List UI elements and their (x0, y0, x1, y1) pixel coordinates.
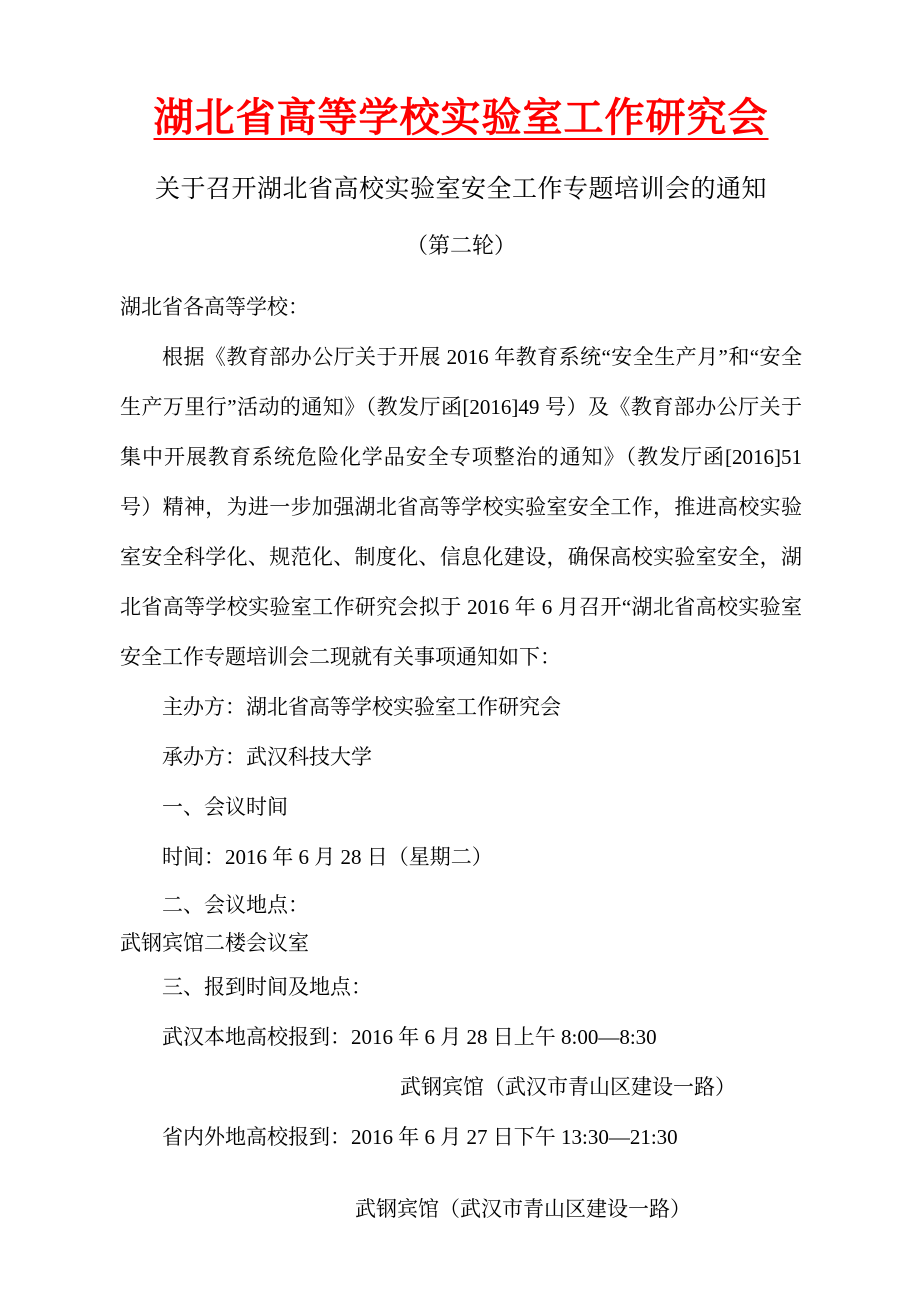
section1-time-line: 时间：2016 年 6 月 28 日（星期二） (162, 845, 493, 869)
section3-heading: 三、报到时间及地点： (162, 975, 372, 999)
organizer-line: 承办方：武汉科技大学 (162, 745, 372, 769)
round-label: （第二轮） (405, 233, 516, 258)
registration-nonlocal-line: 省内外地高校报到：2016 年 6 月 27 日下午 13:30—21:30 (162, 1125, 678, 1149)
section2-heading: 二、会议地点： (162, 893, 309, 917)
registration-local-venue: 武钢宾馆（武汉市青山区建设一路） (400, 1075, 736, 1099)
registration-nonlocal-venue: 武钢宾馆（武汉市青山区建设一路） (355, 1197, 691, 1221)
document-body (120, 282, 802, 1234)
section1-heading: 一、会议时间 (162, 795, 288, 819)
intro-paragraph: 根据《教育部办公厅关于开展 2016 年教育系统“安全生产月”和“安全生产万里行”活动的通知》（教发厅函[2016]49 号）及《教育部办公厅关于集中开展教育系统危险化学品安全专项整治的通知》（教发厅函[2016]51 号）精神，为进一步加强湖北省高等学校实验室安全工作，推进高校实验室安全科学化、规范化、制度化、信息化建设，确保高校实验室安全，湖北省高等学校实验室工作研究会拟于 2016 年 6 月召开“湖北省高校实验室安全工作专题培训会二现就有关事项通知如下： (120, 345, 802, 669)
salutation: 湖北省各高等学校： (120, 295, 309, 319)
host-line: 主办方：湖北省高等学校实验室工作研究会 (162, 695, 561, 719)
registration-local-line: 武汉本地高校报到：2016 年 6 月 28 日上午 8:00—8:30 (162, 1025, 657, 1049)
section2-venue-line: 武钢宾馆二楼会议室 (120, 931, 309, 955)
document-subtitle: 关于召开湖北省高校实验室安全工作专题培训会的通知 (154, 176, 767, 203)
document-title: 湖北省高等学校实验室工作研究会 (153, 95, 769, 140)
